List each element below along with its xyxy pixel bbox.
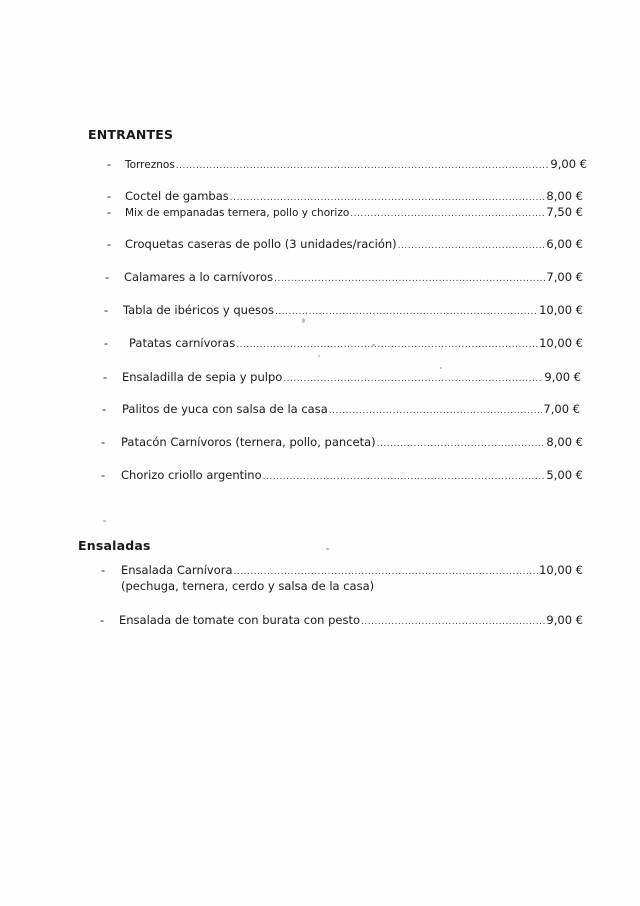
dot-leader	[274, 270, 545, 287]
dot-leader	[398, 237, 546, 254]
menu-item-tabla-ibericos	[123, 303, 583, 320]
item-price: 10,00 €	[539, 563, 583, 577]
item-price: 9,00 €	[544, 370, 581, 384]
scan-speck	[318, 355, 320, 357]
section-title-entrantes: ENTRANTES	[88, 127, 174, 142]
section-title-ensaladas: Ensaladas	[78, 538, 151, 553]
menu-item-palitos-yuca	[122, 402, 580, 419]
item-dash: -	[101, 435, 106, 449]
item-dash: -	[103, 370, 108, 384]
dot-leader	[230, 189, 546, 206]
scan-speck	[326, 548, 329, 550]
dot-leader	[350, 205, 545, 222]
item-dash: -	[107, 189, 112, 203]
item-price: 6,00 €	[546, 237, 583, 251]
scan-speck	[372, 344, 375, 346]
item-name: Torreznos	[125, 159, 175, 171]
item-name: Patatas carnívoras	[129, 336, 236, 350]
item-price: 8,00 €	[546, 435, 583, 449]
item-price: 7,00 €	[546, 270, 583, 284]
item-dash: -	[100, 613, 105, 627]
item-price: 9,00 €	[546, 613, 583, 627]
item-dash: -	[107, 205, 112, 219]
dot-leader	[361, 613, 545, 630]
item-dash: -	[101, 468, 106, 482]
menu-item-ensalada-tomate	[119, 613, 583, 630]
item-name: Mix de empanadas ternera, pollo y chorizo	[125, 207, 350, 219]
item-name: Ensalada de tomate con burata con pesto	[119, 613, 360, 627]
item-name: Tabla de ibéricos y quesos	[123, 303, 275, 317]
dot-leader	[176, 157, 550, 174]
item-description: (pechuga, ternera, cerdo y salsa de la casa)	[121, 579, 375, 593]
menu-item-mix-empanadas	[125, 205, 583, 222]
menu-item-coctel-gambas	[125, 189, 583, 206]
dot-leader	[236, 336, 538, 353]
item-name: Chorizo criollo argentino	[121, 468, 262, 482]
dot-leader	[275, 303, 538, 320]
item-name: Ensalada Carnívora	[121, 563, 233, 577]
item-price: 10,00 €	[539, 336, 583, 350]
menu-item-patatas	[129, 336, 583, 353]
item-dash: -	[105, 270, 110, 284]
item-name: Patacón Carnívoros (ternera, pollo, panceta)	[121, 435, 376, 449]
item-price: 7,00 €	[543, 402, 580, 416]
item-name: Palitos de yuca con salsa de la casa	[122, 402, 328, 416]
item-name: Coctel de gambas	[125, 189, 229, 203]
menu-item-calamares	[124, 270, 583, 287]
item-price: 7,50 €	[546, 205, 583, 219]
menu-item-patacon	[121, 435, 583, 452]
item-price: 9,00 €	[550, 157, 587, 171]
item-price: 10,00 €	[539, 303, 583, 317]
menu-item-ensaladilla	[122, 370, 581, 387]
menu-item-torreznos	[125, 157, 587, 174]
item-dash: -	[104, 303, 109, 317]
menu-item-croquetas	[125, 237, 583, 254]
item-price: 8,00 €	[546, 189, 583, 203]
item-dash: -	[104, 336, 109, 350]
item-dash: -	[101, 563, 106, 577]
dot-leader	[377, 435, 546, 452]
item-name: Croquetas caseras de pollo (3 unidades/ración)	[125, 237, 397, 251]
item-dash: -	[102, 402, 107, 416]
item-price: 5,00 €	[546, 468, 583, 482]
item-dash: -	[107, 237, 112, 251]
dot-leader	[283, 370, 543, 387]
menu-item-ensalada-carnivora	[121, 563, 583, 580]
item-name: Ensaladilla de sepia y pulpo	[122, 370, 283, 384]
scan-speck	[103, 520, 106, 522]
menu-item-chorizo-criollo	[121, 468, 583, 485]
scan-speck	[440, 367, 442, 369]
dot-leader	[263, 468, 546, 485]
dot-leader	[329, 402, 543, 419]
dot-leader	[234, 563, 539, 580]
item-dash: -	[107, 157, 112, 171]
scan-speck	[302, 318, 305, 323]
item-name: Calamares a lo carnívoros	[124, 270, 274, 284]
